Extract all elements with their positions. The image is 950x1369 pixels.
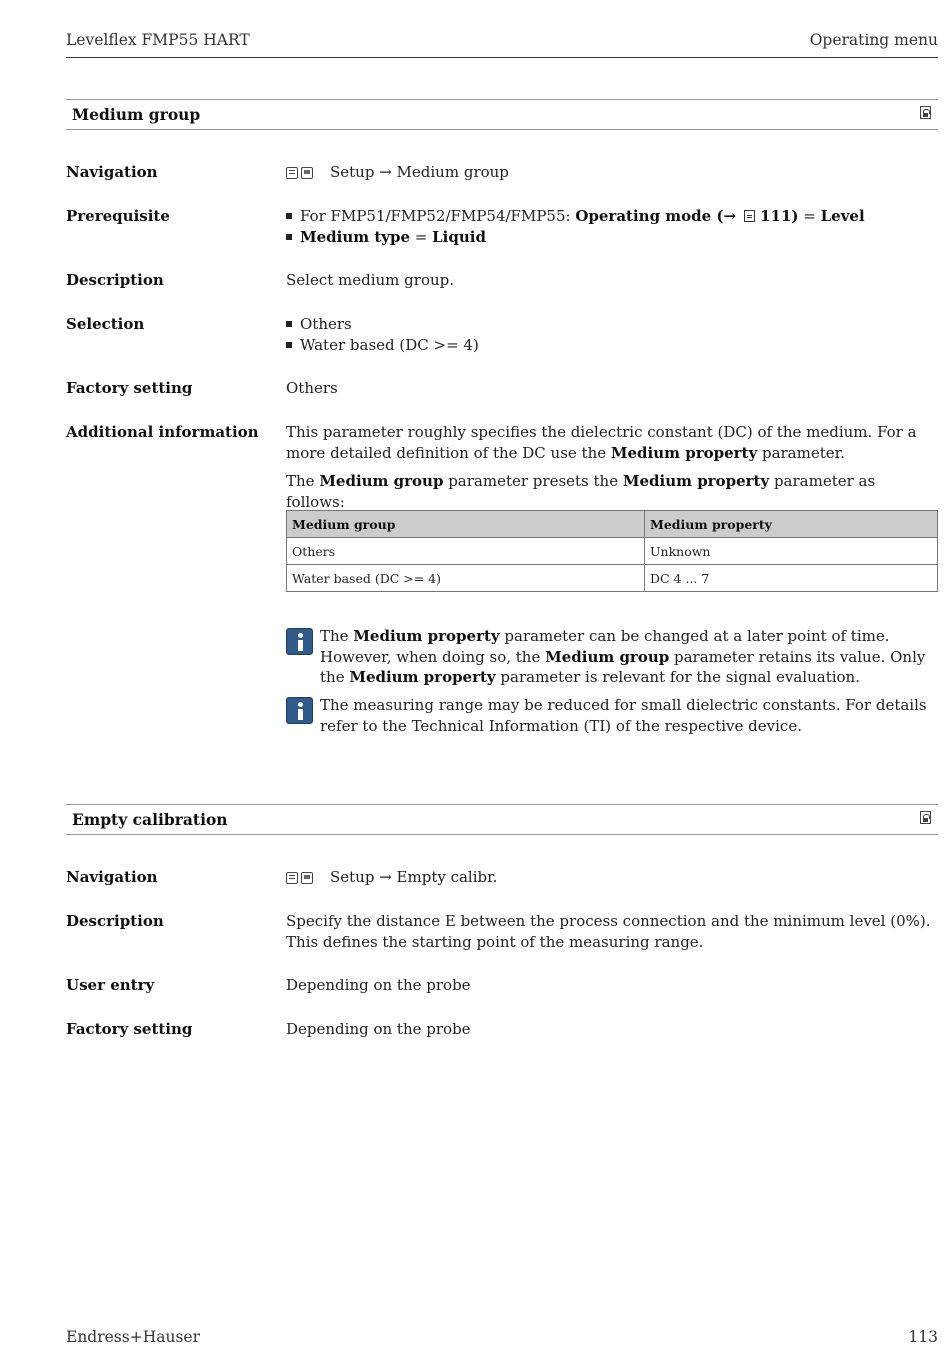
bullet (286, 321, 292, 327)
table-header-row (287, 511, 938, 538)
operating-tool-icon (301, 872, 313, 884)
additional-information-paragraph (286, 471, 938, 512)
table-cell: Unknown (645, 538, 938, 565)
description-text: Specify the distance E between the process connection and the minimum level (0%). This defines the starting point of the measuring range. (286, 912, 931, 951)
navigation-path: Setup → Empty calibr. (330, 868, 498, 886)
text-run: parameter as follows: (286, 472, 876, 511)
navigation-value (286, 867, 938, 890)
table-cell: Water based (DC >= 4) (287, 565, 645, 592)
prerequisite-text: For FMP51/FMP52/FMP54/FMP55: (300, 207, 576, 225)
text-run: parameter retains its value. Only the (320, 647, 926, 686)
equals-sign: = (798, 207, 821, 225)
footer-company: Endress+Hauser (66, 1328, 200, 1346)
header-rule (66, 57, 938, 58)
table-header-cell: Medium group (287, 511, 645, 538)
text-run: parameter presets the (443, 472, 623, 490)
table-cell: Others (287, 538, 645, 565)
factory-setting-label: Factory setting (66, 379, 193, 397)
parameter-name: Medium type (300, 227, 411, 246)
navigation-value (286, 162, 938, 185)
table-row (287, 565, 938, 592)
prerequisite-label: Prerequisite (66, 207, 170, 225)
additional-information-label: Additional information (66, 423, 259, 441)
text-run: The (320, 627, 354, 645)
parameter-value: Liquid (432, 227, 486, 246)
description-label: Description (66, 912, 164, 930)
info-note: The measuring range may be reduced for small dielectric constants. For details refer to the Technical Information (TI) of the respective device. (320, 696, 927, 735)
section-title: Medium group (72, 105, 201, 124)
parameter-name: Operating mode (→ (575, 207, 737, 225)
prerequisite-item (286, 227, 938, 248)
text-run: parameter. (757, 443, 845, 462)
navigation-label: Navigation (66, 163, 158, 181)
header-document-title: Levelflex FMP55 HART (66, 31, 250, 49)
parameter-name: Medium property (353, 627, 500, 645)
table-cell: DC 4 ... 7 (645, 565, 938, 592)
parameter-name: Medium group (319, 472, 444, 490)
selection-option (286, 314, 938, 335)
text-run: The (286, 472, 320, 490)
document-page-icon (744, 210, 755, 222)
description-text: Select medium group. (286, 271, 455, 289)
page-number: 113 (908, 1328, 938, 1346)
info-icon (286, 697, 313, 724)
selection-list (286, 314, 938, 355)
navigation-label: Navigation (66, 868, 158, 886)
parameter-name: Medium property (622, 472, 770, 490)
option-text: Others (300, 315, 352, 333)
medium-group-table (286, 510, 938, 592)
page-reference[interactable]: 111) (760, 207, 799, 225)
text-run: parameter is relevant for the signal evaluation. (495, 668, 860, 686)
user-entry-label: User entry (66, 976, 155, 994)
lock-icon (920, 106, 931, 119)
operating-menu-icons (286, 869, 316, 890)
table-row (287, 538, 938, 565)
info-icon (286, 628, 313, 655)
operating-menu-icons (286, 164, 316, 185)
header-chapter-title: Operating menu (809, 31, 938, 49)
lock-icon (920, 811, 931, 824)
bullet (286, 213, 292, 219)
table-header-cell: Medium property (645, 511, 938, 538)
section-title: Empty calibration (72, 810, 228, 829)
prerequisite-list (286, 206, 938, 247)
selection-label: Selection (66, 315, 145, 333)
navigation-path: Setup → Medium group (330, 163, 509, 181)
display-icon (286, 167, 298, 179)
factory-setting-label: Factory setting (66, 1020, 193, 1038)
option-text: Water based (DC >= 4) (300, 335, 479, 354)
equals-sign: = (410, 227, 433, 246)
factory-setting-value: Depending on the probe (286, 1020, 471, 1038)
info-note (320, 626, 938, 688)
parameter-value: Level (820, 207, 865, 225)
additional-information-paragraph (286, 422, 938, 463)
bullet (286, 342, 292, 348)
text-run: This parameter roughly specifies the dielectric constant (DC) of the medium. For a more detailed definition of the DC use the (286, 423, 917, 462)
user-entry-value: Depending on the probe (286, 976, 471, 994)
operating-tool-icon (301, 167, 313, 179)
bullet (286, 234, 292, 240)
selection-option (286, 335, 938, 356)
prerequisite-item (286, 206, 938, 227)
factory-setting-value: Others (286, 379, 338, 397)
section-header-empty-calibration (66, 804, 938, 835)
section-header-medium-group (66, 99, 938, 130)
parameter-name: Medium property (349, 668, 496, 686)
description-label: Description (66, 271, 164, 289)
text-run: parameter can be changed at a later point of time. However, when doing so, the (320, 627, 890, 666)
display-icon (286, 872, 298, 884)
parameter-name: Medium group (545, 647, 670, 666)
parameter-name: Medium property (610, 443, 758, 462)
